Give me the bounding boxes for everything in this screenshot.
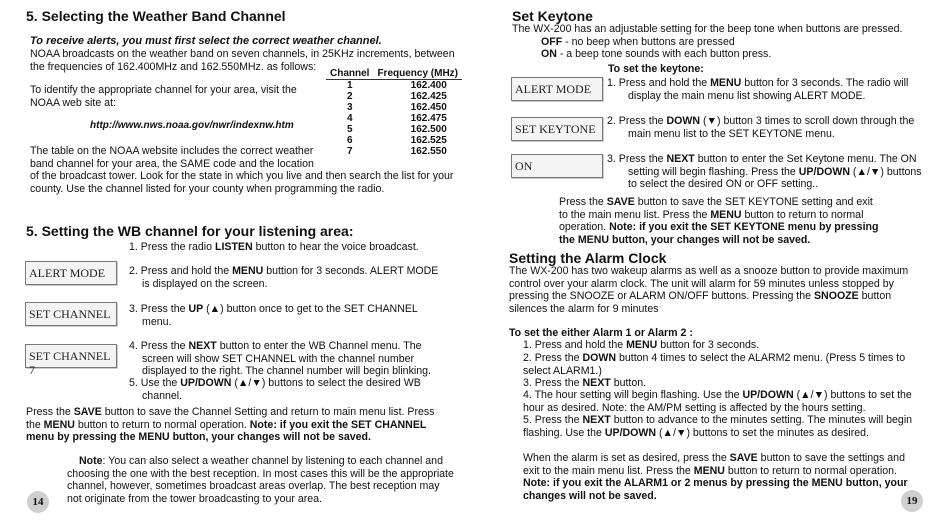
step-2: 2. Press and hold the MENU buttion for 3 seconds. ALERT MODE is displayed on the screen.	[129, 265, 439, 290]
frequency-cell: 162.500	[410, 124, 447, 135]
table-text-2: of the broadcast tower. Look for the state in which you live and then search the list for your county. Use the channel listed for your county when programming the radio.	[30, 170, 454, 195]
alarm-step-4: 4. The hour setting will begin flashing. Use the UP/DOWN (▲/▼) buttons to set the hour as desired. Note: the AM/PM setting is affected by the hours setting.	[523, 389, 912, 414]
frequency-table	[326, 68, 462, 157]
section-heading-weather-band: 5. Selecting the Weather Band Channel	[26, 8, 286, 24]
step-1: 1. Press the radio LISTEN button to hear the voice broadcast.	[129, 241, 419, 253]
section-heading-wb-channel: 5. Setting the WB channel for your listening area:	[26, 223, 354, 239]
keytone-step-1: 1. Press and hold the MENU button for 3 seconds. The radio will display the main menu list showing ALERT MODE.	[607, 77, 909, 102]
keytone-save: Press the SAVE button to save the SET KEYTONE setting and exit to the main menu list. Press the MENU button to return to normal operation. Note: if you exit the SET KEYTONE menu by pressing the MENU button, your changes will not be saved.	[559, 196, 879, 246]
to-set-keytone: To set the keytone:	[608, 63, 704, 75]
col-channel: Channel	[326, 68, 373, 80]
note-paragraph: Note: You can also select a weather channel by listening to each channel and choosing the one with the best reception. In most cases this will be the appropriate channel, however, sometimes broadcast areas overlap. The best reception may not originate from the tower broadcasting to your area.	[67, 455, 454, 505]
channel-cell: 3	[346, 102, 353, 113]
keytone-step-2: 2. Press the DOWN (▼) button 3 times to scroll down through the main menu list to the SET KEYTONE menu.	[607, 115, 915, 140]
channel-cell: 6	[346, 135, 353, 146]
alarm-step-3: 3. Press the NEXT button.	[523, 377, 647, 389]
page-number-left: 14	[27, 491, 49, 513]
alarm-step-1: 1. Press and hold the MENU button for 3 seconds.	[523, 339, 760, 351]
lcd-alert-mode: ALERT MODE	[25, 261, 117, 285]
page-number-right: 19	[901, 490, 923, 512]
frequency-cell: 162.475	[410, 113, 447, 124]
frequency-row	[326, 135, 462, 146]
intro-text: NOAA broadcasts on the weather band on seven channels, in 25KHz increments, between the frequencies of 162.400MHz and 162.550MHz. as follows:	[30, 48, 455, 73]
col-frequency: Frequency (MHz)	[373, 68, 462, 80]
frequency-row	[326, 124, 462, 135]
section-heading-keytone: Set Keytone	[512, 8, 593, 24]
keytone-on: ON - a beep tone sounds with each button press.	[541, 48, 772, 60]
frequency-cell: 162.400	[410, 80, 447, 91]
alarm-intro: The WX-200 has two wakeup alarms as well as a snooze button to provide maximum control over your alarm clock. The unit will alarm for 59 minutes unless stopped by pressing the SNOOZE or ALARM ON/OFF buttons. Pressing the SNOOZE button silences the alarm for 9 minutes	[509, 265, 909, 315]
identify-text: To identify the appropriate channel for your area, visit the NOAA web site at:	[30, 84, 297, 109]
frequency-row	[326, 91, 462, 102]
channel-cell: 1	[346, 80, 353, 91]
table-text-1: The table on the NOAA website includes the correct weather band channel for your area, the SAME code and the location	[30, 145, 314, 170]
lcd-set-channel-7: SET CHANNEL 7	[25, 344, 117, 368]
alarm-step-2: 2. Press the DOWN button 4 times to select the ALARM2 menu. (Press 5 times to select ALARM1.)	[523, 352, 906, 377]
lcd-keytone-alert-mode: ALERT MODE	[511, 77, 603, 101]
frequency-cell: 162.450	[410, 102, 447, 113]
step-4: 4. Press the NEXT button to enter the WB Channel menu. The screen will show SET CHANNEL with the channel number displayed to the right. The channel number will begin blinking.	[129, 340, 431, 378]
frequency-row	[326, 146, 462, 157]
save-instructions: Press the SAVE button to save the Channel Setting and return to main menu list. Press the MENU button to return to normal operation. Note: if you exit the SET CHANNEL menu by pressing the MENU button, your changes will not be saved.	[26, 406, 435, 444]
lcd-set-channel: SET CHANNEL	[25, 302, 117, 326]
alarm-save: When the alarm is set as desired, press the SAVE button to save the settings and exit to the main menu list. Press the MENU button to return to normal operation. Note: if you exit the ALARM1 or 2 menus by pressing the MENU button, your changes will not be saved.	[523, 452, 908, 502]
lcd-set-keytone: SET KEYTONE	[511, 117, 603, 141]
keytone-off: OFF - no beep when buttons are pressed	[541, 36, 735, 48]
frequency-row	[326, 80, 462, 92]
frequency-cell: 162.550	[410, 146, 447, 157]
channel-cell: 2	[346, 91, 353, 102]
step-3: 3. Press the UP (▲) button once to get to the SET CHANNEL menu.	[129, 303, 418, 328]
lcd-on: ON	[511, 154, 603, 178]
frequency-row	[326, 102, 462, 113]
alarm-subheading: To set the either Alarm 1 or Alarm 2 :	[509, 327, 693, 339]
intro-bold: To receive alerts, you must first select the correct weather channel.	[30, 35, 382, 47]
frequency-cell: 162.425	[410, 91, 447, 102]
channel-cell: 5	[346, 124, 353, 135]
noaa-url[interactable]: http://www.nws.noaa.gov/nwr/indexnw.htm	[90, 120, 294, 131]
frequency-cell: 162.525	[410, 135, 447, 146]
channel-cell: 7	[346, 146, 353, 157]
alarm-step-5: 5. Press the NEXT button to advance to the minutes setting. The minutes will begin flashing. Use the UP/DOWN (▲/▼) buttons to set the minutes as desired.	[523, 414, 913, 439]
keytone-step-3: 3. Press the NEXT button to enter the Set Keytone menu. The ON setting will begin flashing. Press the UP/DOWN (▲/▼) buttons to select the desired ON or OFF setting..	[607, 153, 922, 191]
step-5: 5. Use the UP/DOWN (▲/▼) buttons to select the desired WB channel.	[129, 377, 421, 402]
keytone-intro: The WX-200 has an adjustable setting for the beep tone when buttons are pressed.	[512, 23, 903, 35]
section-heading-alarm: Setting the Alarm Clock	[509, 250, 667, 266]
frequency-row	[326, 113, 462, 124]
channel-cell: 4	[346, 113, 353, 124]
